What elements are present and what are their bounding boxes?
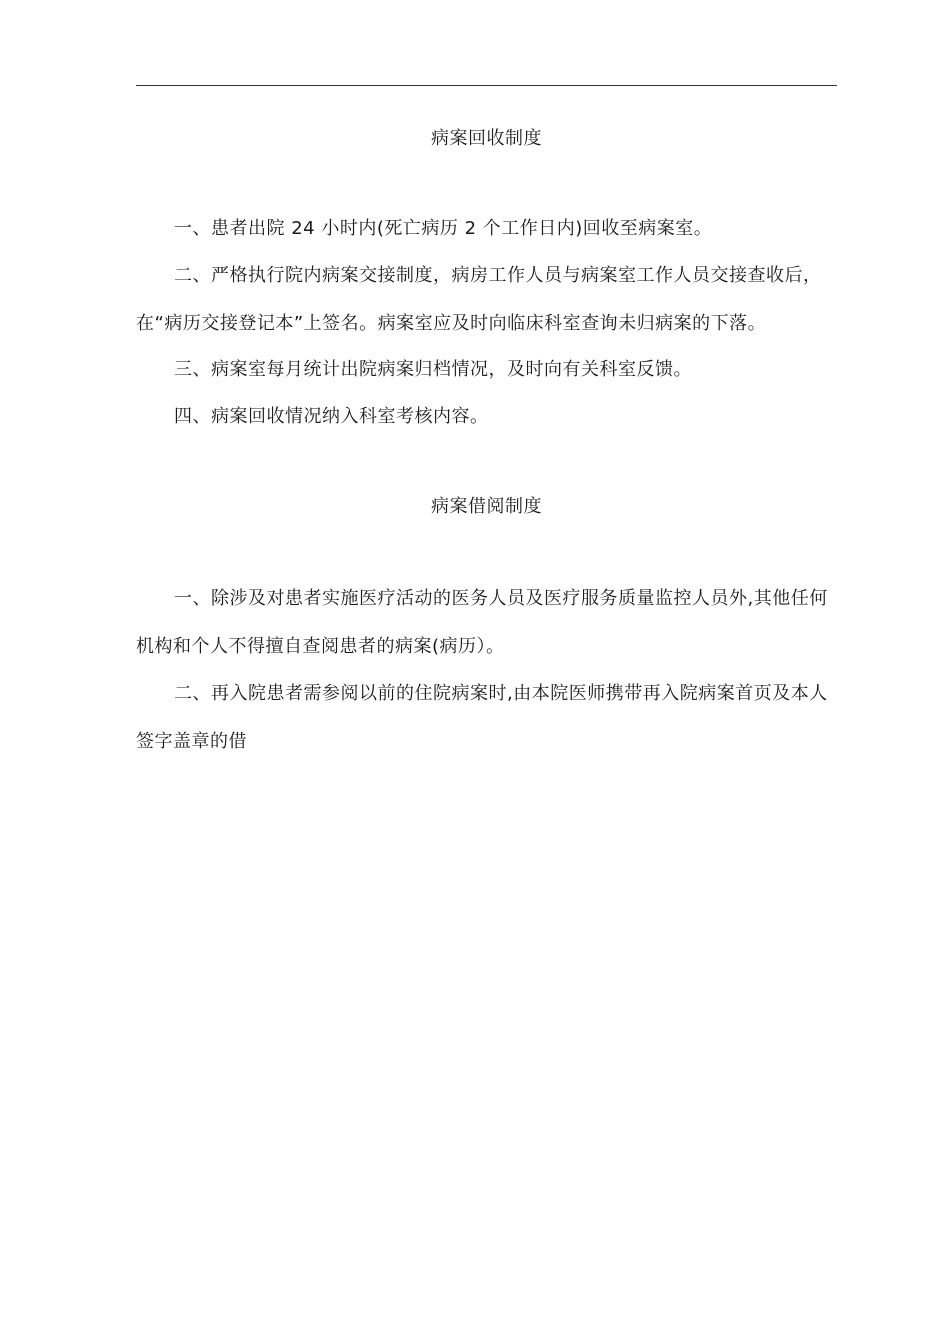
section-title-recall: 病案回收制度	[431, 128, 542, 149]
recall-item-1: 一、患者出院 24 小时内(死亡病历 2 个工作日内)回收至病案室。	[174, 218, 713, 239]
borrow-item-1: 一、除涉及对患者实施医疗活动的医务人员及医疗服务质量监控人员外,其他任何机构和个人不得擅自查阅患者的病案(病历）。	[136, 588, 828, 657]
recall-item-4: 四、病案回收情况纳入科室考核内容。	[174, 406, 489, 427]
borrow-item-2: 二、再入院患者需参阅以前的住院病案时,由本院医师携带再入院病案首页及本人签字盖章的借	[136, 683, 828, 752]
header-rule	[136, 85, 837, 86]
recall-item-3: 三、病案室每月统计出院病案归档情况，及时向有关科室反馈。	[174, 359, 692, 380]
recall-item-2: 二、严格执行院内病案交接制度，病房工作人员与病案室工作人员交接查收后，在“病历交接登记本”上签名。病案室应及时向临床科室查询未归病案的下落。	[136, 265, 822, 334]
section-title-borrow: 病案借阅制度	[431, 496, 542, 517]
